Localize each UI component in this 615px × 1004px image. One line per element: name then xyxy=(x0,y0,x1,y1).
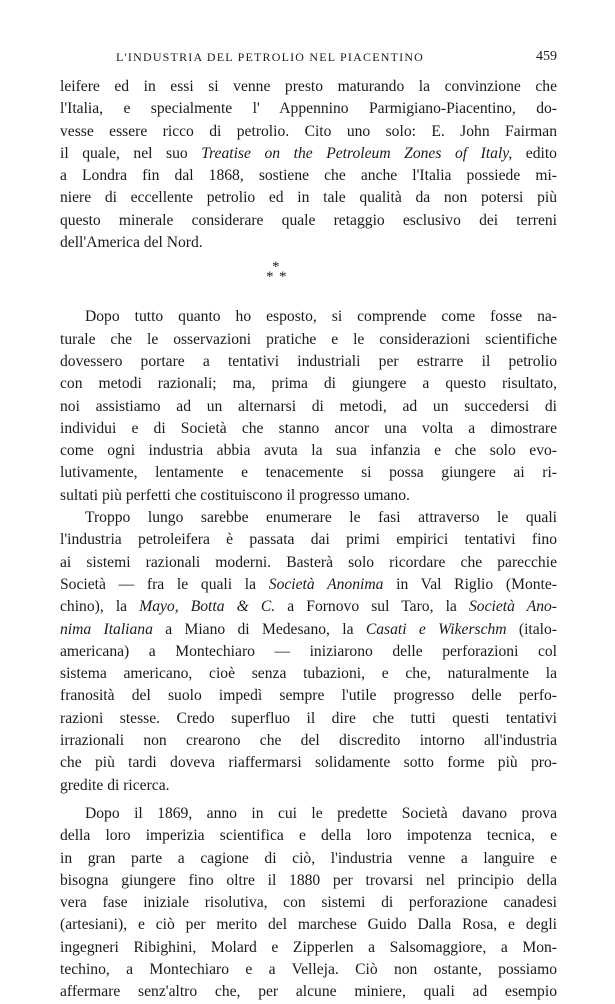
text-line: noi assistiamo ad un alternarsi di metodi, ad un succedersi di xyxy=(60,397,557,415)
text-run: in Val Riglio (Monte- xyxy=(383,575,557,593)
text-line: dell'America del Nord. xyxy=(60,234,203,252)
asterisk: * xyxy=(266,269,274,286)
text-line: razioni stesse. Credo superfluo il dire che tutti questi tentativi xyxy=(60,709,557,727)
text-line: a Londra fin dal 1868, sostiene che anche l'Italia possiede mi- xyxy=(60,167,557,185)
section-separator xyxy=(60,258,557,294)
text-line: come ogni industria abbia avuta la sua infanzia e che solo evo- xyxy=(60,442,557,460)
text-line: vera fase iniziale risolutiva, con sistemi di perforazione canadesi xyxy=(60,894,557,912)
text-line: vesse essere ricco di petrolio. Cito uno solo: E. John Fairman xyxy=(60,122,557,140)
text-line: in gran parte a cagione di ciò, l'industria venne a languire e xyxy=(60,849,557,867)
text-line: americana) a Montechiaro — iniziarono delle perforazioni col xyxy=(60,642,557,660)
text-line: Troppo lungo sarebbe enumerare le fasi attraverso le quali xyxy=(85,509,557,527)
text-line: (artesiani), e ciò per merito del marchese Guido Dalla Rosa, e degli xyxy=(60,916,557,934)
text-run: chino), la xyxy=(60,598,140,616)
text-line: della loro imperizia scientifica e della loro impotenza tecnica, e xyxy=(60,827,557,845)
text-line: Dopo tutto quanto ho esposto, si comprende come fosse na- xyxy=(85,308,557,326)
text-line: leifere ed in essi si venne presto maturando la convinzione che xyxy=(60,78,557,95)
text-line xyxy=(60,619,557,641)
text-run: edito xyxy=(512,144,557,162)
paragraph-2 xyxy=(60,306,557,507)
text-line: dovessero portare a tentativi industriali per estrarre il petrolio xyxy=(60,352,557,370)
text-run: a Miano di Medesano, la xyxy=(152,620,366,638)
asterisk: * xyxy=(272,259,280,276)
company-name: Mayo, Botta & C. xyxy=(139,598,276,616)
text-line: con metodi razionali; ma, prima di giungere a questo risultato, xyxy=(60,375,557,393)
text-line xyxy=(60,596,557,618)
text-line: questo minerale considerare quale retaggio esclusivo dei terreni xyxy=(60,211,557,229)
text-line: Dopo il 1869, anno in cui le predette Società davano prova xyxy=(85,804,557,822)
text-run: (italo- xyxy=(506,620,557,638)
text-line: che più tardi doveva riaffermarsi solidamente sotto forme più pro- xyxy=(60,754,557,772)
paragraph-3 xyxy=(60,507,557,797)
text-line xyxy=(60,143,557,165)
page-number: 459 xyxy=(536,49,557,64)
company-name: Società Ano- xyxy=(468,598,558,616)
company-name: nima Italiana xyxy=(60,620,153,638)
text-run: Società — fra le quali la xyxy=(60,575,269,593)
company-name: Casati e Wikerschm xyxy=(365,620,507,638)
company-name: Società Anonima xyxy=(268,575,384,593)
text-line: niere di eccellente petrolio ed in tale qualità da non potersi più xyxy=(60,189,557,207)
text-line: sistema americano, cioè senza tubazioni, e che, naturalmente la xyxy=(60,665,557,683)
text-line: individui e di Società che stanno ancor una volta a dimostrare xyxy=(60,419,557,437)
text-line: turale che le osservazioni pratiche e le considerazioni scientifiche xyxy=(60,330,557,348)
text-line: affermare senz'altro che, per alcune miniere, quali ad esempio xyxy=(60,983,557,1001)
text-line: franosità del suolo impedì sempre l'utile progresso delle perfo- xyxy=(60,687,557,705)
text-run: il quale, nel suo xyxy=(60,144,202,162)
text-line: gredite di ricerca. xyxy=(60,776,170,794)
text-line: ingegneri Ribighini, Molard e Zipperlen a Salsomaggiore, a Mon- xyxy=(60,938,557,956)
asterisk: * xyxy=(279,269,287,286)
page-header xyxy=(60,50,557,70)
text-line: bisogna giungere fino oltre il 1880 per trovarsi nel principio della xyxy=(60,871,557,889)
text-line: l'Italia, e specialmente l' Appennino Parmigiano-Piacentino, do- xyxy=(60,100,557,118)
text-line: irrazionali non crearono che del discredito intorno all'industria xyxy=(60,732,557,750)
text-line: l'industria petroleifera è passata dai primi empirici tentativi fino xyxy=(60,531,557,549)
text-run: a Fornovo sul Taro, la xyxy=(275,598,469,616)
paragraph-4 xyxy=(60,803,557,1004)
text-line: techino, a Montechiaro e a Velleja. Ciò non ostante, possiamo xyxy=(60,960,557,978)
text-line: ai sistemi razionali moderni. Basterà solo ricordare che parecchie xyxy=(60,553,557,571)
text-line: sultati più perfetti che costituiscono il progresso umano. xyxy=(60,486,410,504)
page-body xyxy=(60,76,557,1004)
text-line: lutivamente, lentamente e tenacemente si possa giungere ai ri- xyxy=(60,464,557,482)
running-title: L'INDUSTRIA DEL PETROLIO NEL PIACENTINO xyxy=(116,50,425,64)
text-line xyxy=(60,574,557,596)
paragraph-1 xyxy=(60,76,557,254)
book-title: Treatise on the Petroleum Zones of Italy, xyxy=(201,144,513,162)
